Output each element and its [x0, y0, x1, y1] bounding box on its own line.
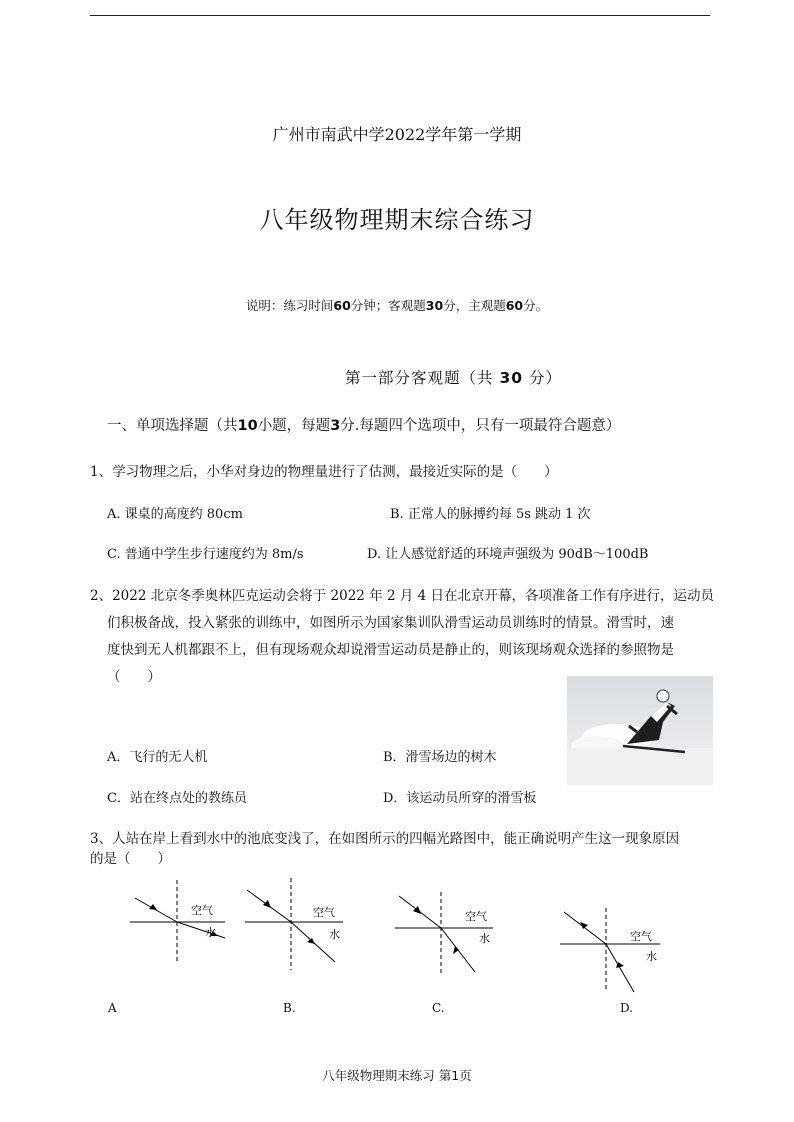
exam-title: 八年级物理期末综合练习: [259, 206, 535, 234]
note-text: 分。: [523, 298, 549, 313]
skier-photo: [567, 676, 713, 785]
question-1-option-b: B. 正常人的脉搏约每 5s 跳动 1 次: [390, 507, 591, 522]
section-text: 分.每题四个选项中，只有一项最符合题意）: [340, 418, 621, 434]
header-rule: [90, 15, 710, 16]
part-one-score: 30: [499, 369, 524, 387]
diagram-label-d: D.: [620, 1001, 634, 1015]
question-3-stem-line: 的是（ ）: [90, 851, 171, 867]
air-label: 空气: [313, 906, 335, 919]
part-one-heading: [345, 366, 562, 388]
question-2-stem-line: 们积极备战，投入紧张的训练中，如图所示为国家集训队滑雪运动员训练时的情景。滑雪时，速: [107, 615, 674, 631]
question-1-stem: 1、学习物理之后，小华对身边的物理量进行了估测，最接近实际的是（ ）: [90, 464, 558, 480]
question-2-option-b: B．滑雪场边的树木: [383, 750, 497, 765]
note-time: 60: [333, 298, 351, 313]
diagram-label-c: C.: [432, 1001, 445, 1015]
note-objective-score: 30: [425, 298, 444, 313]
part-one-text: 分）: [528, 369, 562, 387]
part-one-text: 第一部分客观题（共: [345, 369, 494, 387]
water-label: 水: [646, 950, 657, 963]
light-path-diagram-d: [556, 906, 666, 996]
question-3-stem-line: 3、人站在岸上看到水中的池底变浅了，在如图所示的四幅光路图中，能正确说明产生这一现象原因: [90, 831, 680, 847]
air-label: 空气: [630, 930, 652, 943]
question-2-stem-line: （ ）: [107, 669, 161, 685]
note-text: 分，主观题: [443, 298, 506, 313]
question-1-option-c: C. 普通中学生步行速度约为 8m/s: [107, 547, 304, 562]
section-text: 小题，每题: [257, 418, 331, 434]
note-text: 说明：练习时间: [245, 298, 334, 313]
page-footer: 八年级物理期末练习 第1页: [322, 1068, 472, 1083]
section-question-count: 10: [237, 418, 258, 434]
question-1-option-a: A. 课桌的高度约 80cm: [107, 507, 243, 522]
question-2-stem-line: 2、2022 北京冬季奥林匹克运动会将于 2022 年 2 月 4 日在北京开幕，各项准备工作有序进行，运动员: [90, 588, 715, 604]
water-label: 水: [479, 932, 490, 945]
air-label: 空气: [191, 904, 213, 917]
air-label: 空气: [465, 910, 487, 923]
note-text: 分钟；客观题: [350, 298, 426, 313]
light-path-diagram-c: [393, 890, 503, 980]
question-2-option-c: C．站在终点处的教练员: [107, 791, 247, 806]
diagram-label-a: A: [108, 1001, 117, 1015]
section-single-choice-heading: [107, 414, 620, 435]
light-path-diagram-a: [125, 876, 235, 966]
light-path-diagram-b: [243, 876, 353, 971]
water-label: 水: [329, 928, 340, 941]
question-2-stem-line: 度快到无人机都跟不上，但有现场观众却说滑雪运动员是静止的，则该现场观众选择的参照物是: [107, 642, 674, 658]
water-label: 水: [205, 926, 216, 939]
section-text: 一、单项选择题（共: [107, 418, 238, 434]
note-subjective-score: 60: [505, 298, 524, 313]
school-term-heading: 广州市南武中学2022学年第一学期: [272, 125, 522, 144]
question-1-option-d: D. 让人感觉舒适的环境声强级为 90dB～100dB: [367, 547, 649, 562]
exam-instructions: [0, 296, 794, 314]
diagram-label-b: B.: [283, 1001, 296, 1015]
section-points: 3: [330, 418, 341, 434]
question-2-option-d: D．该运动员所穿的滑雪板: [383, 791, 537, 806]
question-2-option-a: A．飞行的无人机: [107, 750, 208, 765]
